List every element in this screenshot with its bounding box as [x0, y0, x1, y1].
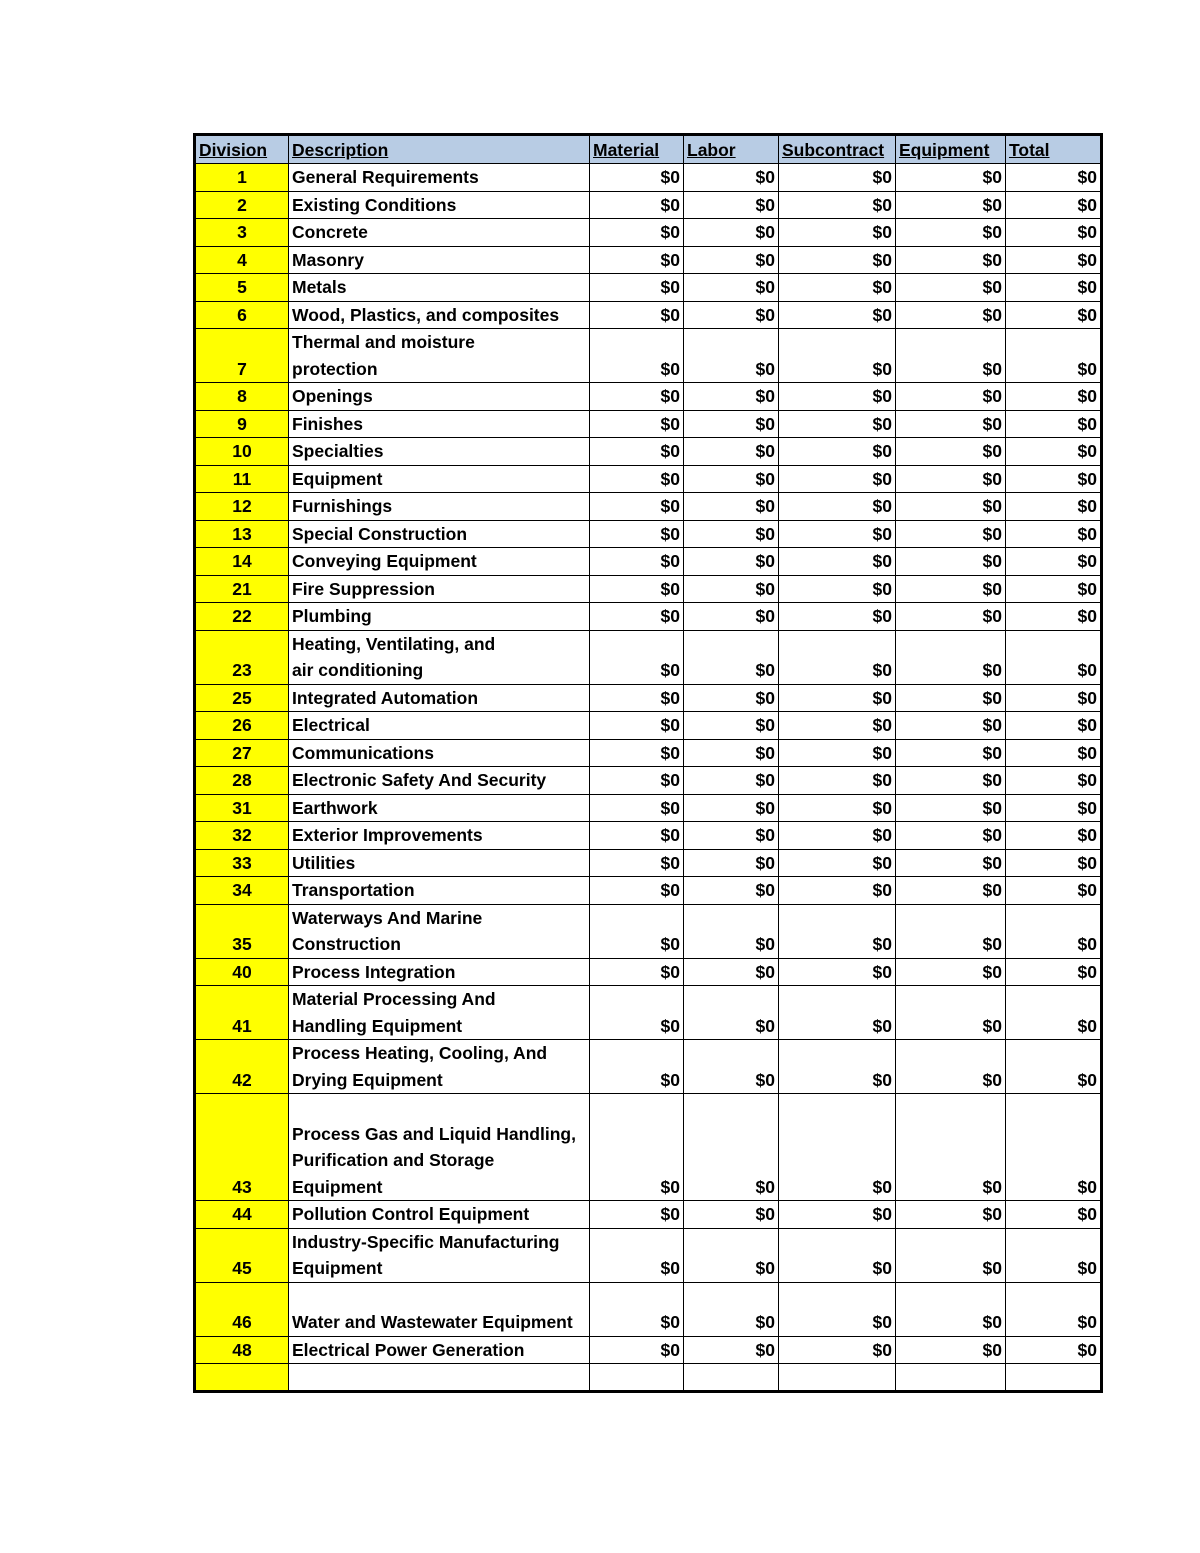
total-cell: $0 — [1006, 410, 1102, 438]
division-cell: 44 — [195, 1201, 289, 1229]
description-cell: Waterways And Marine Construction — [289, 904, 590, 958]
total-cell: $0 — [1006, 603, 1102, 631]
subcontract-cell: $0 — [779, 739, 896, 767]
subcontract-cell: $0 — [779, 712, 896, 740]
description-cell: Conveying Equipment — [289, 548, 590, 576]
labor-cell: $0 — [684, 329, 779, 383]
equipment-cell: $0 — [896, 191, 1006, 219]
division-cell: 31 — [195, 794, 289, 822]
division-cell: 4 — [195, 246, 289, 274]
description-cell: Masonry — [289, 246, 590, 274]
subcontract-cell: $0 — [779, 767, 896, 795]
division-cell: 27 — [195, 739, 289, 767]
equipment-cell: $0 — [896, 904, 1006, 958]
description-cell: Wood, Plastics, and composites — [289, 301, 590, 329]
subcontract-cell: $0 — [779, 274, 896, 302]
header-subcontract: Subcontract — [779, 135, 896, 164]
labor-cell: $0 — [684, 274, 779, 302]
labor-cell: $0 — [684, 958, 779, 986]
table-row — [195, 219, 1102, 247]
division-cell: 12 — [195, 493, 289, 521]
labor-cell: $0 — [684, 548, 779, 576]
subcontract-cell: $0 — [779, 1282, 896, 1336]
table-row — [195, 684, 1102, 712]
total-cell: $0 — [1006, 191, 1102, 219]
table-row — [195, 575, 1102, 603]
table-row — [195, 493, 1102, 521]
description-cell: Equipment — [289, 465, 590, 493]
total-cell: $0 — [1006, 465, 1102, 493]
total-cell: $0 — [1006, 383, 1102, 411]
subcontract-cell: $0 — [779, 301, 896, 329]
labor-cell: $0 — [684, 1094, 779, 1201]
table-row — [195, 794, 1102, 822]
subcontract-cell: $0 — [779, 191, 896, 219]
table-row — [195, 520, 1102, 548]
table-row — [195, 274, 1102, 302]
material-cell: $0 — [590, 164, 684, 192]
total-cell: $0 — [1006, 575, 1102, 603]
material-cell: $0 — [590, 465, 684, 493]
header-labor: Labor — [684, 135, 779, 164]
labor-cell: $0 — [684, 1282, 779, 1336]
division-cell: 28 — [195, 767, 289, 795]
subcontract-cell: $0 — [779, 1094, 896, 1201]
description-cell: Specialties — [289, 438, 590, 466]
equipment-cell: $0 — [896, 329, 1006, 383]
subcontract-cell: $0 — [779, 383, 896, 411]
division-cell: 35 — [195, 904, 289, 958]
header-description: Description — [289, 135, 590, 164]
division-cell: 8 — [195, 383, 289, 411]
subcontract-cell: $0 — [779, 986, 896, 1040]
division-cell: 21 — [195, 575, 289, 603]
labor-cell: $0 — [684, 794, 779, 822]
table-row — [195, 438, 1102, 466]
division-cell: 10 — [195, 438, 289, 466]
division-cell: 13 — [195, 520, 289, 548]
description-cell: Process Integration — [289, 958, 590, 986]
total-cell: $0 — [1006, 1228, 1102, 1282]
description-cell: Process Gas and Liquid Handling, Purification and Storage Equipment — [289, 1094, 590, 1201]
empty-cell — [896, 1364, 1006, 1392]
equipment-cell: $0 — [896, 849, 1006, 877]
total-cell: $0 — [1006, 849, 1102, 877]
description-cell: Integrated Automation — [289, 684, 590, 712]
description-cell: Existing Conditions — [289, 191, 590, 219]
labor-cell: $0 — [684, 465, 779, 493]
total-cell: $0 — [1006, 1336, 1102, 1364]
description-cell: Openings — [289, 383, 590, 411]
total-cell: $0 — [1006, 493, 1102, 521]
equipment-cell: $0 — [896, 986, 1006, 1040]
labor-cell: $0 — [684, 164, 779, 192]
subcontract-cell: $0 — [779, 684, 896, 712]
total-cell: $0 — [1006, 767, 1102, 795]
total-cell: $0 — [1006, 219, 1102, 247]
material-cell: $0 — [590, 1336, 684, 1364]
division-cell: 34 — [195, 877, 289, 905]
table-row — [195, 630, 1102, 684]
material-cell: $0 — [590, 849, 684, 877]
material-cell: $0 — [590, 958, 684, 986]
total-cell: $0 — [1006, 301, 1102, 329]
equipment-cell: $0 — [896, 246, 1006, 274]
table-row — [195, 849, 1102, 877]
description-cell: Pollution Control Equipment — [289, 1201, 590, 1229]
material-cell: $0 — [590, 493, 684, 521]
subcontract-cell: $0 — [779, 575, 896, 603]
division-cell: 41 — [195, 986, 289, 1040]
equipment-cell: $0 — [896, 794, 1006, 822]
material-cell: $0 — [590, 822, 684, 850]
division-cell: 43 — [195, 1094, 289, 1201]
equipment-cell: $0 — [896, 712, 1006, 740]
labor-cell: $0 — [684, 383, 779, 411]
empty-cell — [195, 1364, 289, 1392]
table-row — [195, 1040, 1102, 1094]
material-cell: $0 — [590, 739, 684, 767]
subcontract-cell: $0 — [779, 548, 896, 576]
subcontract-cell: $0 — [779, 794, 896, 822]
labor-cell: $0 — [684, 877, 779, 905]
labor-cell: $0 — [684, 246, 779, 274]
description-cell: Material Processing And Handling Equipment — [289, 986, 590, 1040]
total-cell: $0 — [1006, 246, 1102, 274]
table-row — [195, 548, 1102, 576]
table-row — [195, 767, 1102, 795]
description-cell: Process Heating, Cooling, And Drying Equipment — [289, 1040, 590, 1094]
equipment-cell: $0 — [896, 1336, 1006, 1364]
description-cell: Communications — [289, 739, 590, 767]
labor-cell: $0 — [684, 904, 779, 958]
subcontract-cell: $0 — [779, 219, 896, 247]
subcontract-cell: $0 — [779, 822, 896, 850]
subcontract-cell: $0 — [779, 329, 896, 383]
description-cell: Plumbing — [289, 603, 590, 631]
total-cell: $0 — [1006, 548, 1102, 576]
division-cell: 1 — [195, 164, 289, 192]
subcontract-cell: $0 — [779, 465, 896, 493]
description-cell: Concrete — [289, 219, 590, 247]
table-row — [195, 164, 1102, 192]
equipment-cell: $0 — [896, 603, 1006, 631]
cost-estimate-table — [193, 133, 1103, 1393]
total-cell: $0 — [1006, 904, 1102, 958]
labor-cell: $0 — [684, 191, 779, 219]
empty-cell — [1006, 1364, 1102, 1392]
description-cell: Special Construction — [289, 520, 590, 548]
equipment-cell: $0 — [896, 301, 1006, 329]
table-row — [195, 712, 1102, 740]
equipment-cell: $0 — [896, 575, 1006, 603]
total-cell: $0 — [1006, 1282, 1102, 1336]
total-cell: $0 — [1006, 164, 1102, 192]
labor-cell: $0 — [684, 219, 779, 247]
header-equipment: Equipment — [896, 135, 1006, 164]
total-cell: $0 — [1006, 986, 1102, 1040]
material-cell: $0 — [590, 246, 684, 274]
total-cell: $0 — [1006, 1040, 1102, 1094]
table-row — [195, 958, 1102, 986]
material-cell: $0 — [590, 712, 684, 740]
equipment-cell: $0 — [896, 1040, 1006, 1094]
material-cell: $0 — [590, 1282, 684, 1336]
division-cell: 42 — [195, 1040, 289, 1094]
material-cell: $0 — [590, 301, 684, 329]
division-cell: 25 — [195, 684, 289, 712]
table-row — [195, 383, 1102, 411]
table-row — [195, 329, 1102, 383]
total-cell: $0 — [1006, 438, 1102, 466]
header-total: Total — [1006, 135, 1102, 164]
subcontract-cell: $0 — [779, 630, 896, 684]
description-cell: Water and Wastewater Equipment — [289, 1282, 590, 1336]
equipment-cell: $0 — [896, 465, 1006, 493]
equipment-cell: $0 — [896, 164, 1006, 192]
material-cell: $0 — [590, 274, 684, 302]
labor-cell: $0 — [684, 712, 779, 740]
total-cell: $0 — [1006, 739, 1102, 767]
description-cell: Exterior Improvements — [289, 822, 590, 850]
division-cell: 40 — [195, 958, 289, 986]
material-cell: $0 — [590, 1228, 684, 1282]
equipment-cell: $0 — [896, 822, 1006, 850]
division-cell: 33 — [195, 849, 289, 877]
total-cell: $0 — [1006, 1201, 1102, 1229]
table-row — [195, 301, 1102, 329]
equipment-cell: $0 — [896, 493, 1006, 521]
equipment-cell: $0 — [896, 1282, 1006, 1336]
labor-cell: $0 — [684, 603, 779, 631]
subcontract-cell: $0 — [779, 603, 896, 631]
material-cell: $0 — [590, 630, 684, 684]
equipment-cell: $0 — [896, 438, 1006, 466]
subcontract-cell: $0 — [779, 438, 896, 466]
description-cell: Electrical Power Generation — [289, 1336, 590, 1364]
labor-cell: $0 — [684, 986, 779, 1040]
table-row — [195, 1201, 1102, 1229]
total-cell: $0 — [1006, 822, 1102, 850]
equipment-cell: $0 — [896, 219, 1006, 247]
equipment-cell: $0 — [896, 877, 1006, 905]
table-row — [195, 1282, 1102, 1336]
equipment-cell: $0 — [896, 1201, 1006, 1229]
empty-cell — [684, 1364, 779, 1392]
material-cell: $0 — [590, 548, 684, 576]
equipment-cell: $0 — [896, 958, 1006, 986]
labor-cell: $0 — [684, 1228, 779, 1282]
material-cell: $0 — [590, 603, 684, 631]
table-row — [195, 877, 1102, 905]
table-row — [195, 191, 1102, 219]
empty-cell — [779, 1364, 896, 1392]
labor-cell: $0 — [684, 822, 779, 850]
material-cell: $0 — [590, 1040, 684, 1094]
subcontract-cell: $0 — [779, 1336, 896, 1364]
table-row — [195, 465, 1102, 493]
empty-cell — [289, 1364, 590, 1392]
equipment-cell: $0 — [896, 684, 1006, 712]
table-row — [195, 822, 1102, 850]
table-row — [195, 246, 1102, 274]
total-cell: $0 — [1006, 684, 1102, 712]
division-cell: 6 — [195, 301, 289, 329]
subcontract-cell: $0 — [779, 520, 896, 548]
table-row — [195, 1228, 1102, 1282]
material-cell: $0 — [590, 684, 684, 712]
equipment-cell: $0 — [896, 520, 1006, 548]
material-cell: $0 — [590, 520, 684, 548]
material-cell: $0 — [590, 904, 684, 958]
material-cell: $0 — [590, 986, 684, 1040]
material-cell: $0 — [590, 767, 684, 795]
total-cell: $0 — [1006, 1094, 1102, 1201]
subcontract-cell: $0 — [779, 1040, 896, 1094]
table-row — [195, 410, 1102, 438]
material-cell: $0 — [590, 329, 684, 383]
division-cell: 5 — [195, 274, 289, 302]
total-cell: $0 — [1006, 877, 1102, 905]
division-cell: 11 — [195, 465, 289, 493]
description-cell: Metals — [289, 274, 590, 302]
subcontract-cell: $0 — [779, 877, 896, 905]
subcontract-cell: $0 — [779, 493, 896, 521]
total-cell: $0 — [1006, 520, 1102, 548]
empty-cell — [590, 1364, 684, 1392]
description-cell: Electrical — [289, 712, 590, 740]
table-body — [195, 164, 1102, 1392]
table-row — [195, 1094, 1102, 1201]
labor-cell: $0 — [684, 630, 779, 684]
labor-cell: $0 — [684, 301, 779, 329]
equipment-cell: $0 — [896, 1094, 1006, 1201]
labor-cell: $0 — [684, 575, 779, 603]
material-cell: $0 — [590, 794, 684, 822]
division-cell: 14 — [195, 548, 289, 576]
description-cell: Utilities — [289, 849, 590, 877]
material-cell: $0 — [590, 1094, 684, 1201]
equipment-cell: $0 — [896, 630, 1006, 684]
material-cell: $0 — [590, 877, 684, 905]
description-cell: Furnishings — [289, 493, 590, 521]
equipment-cell: $0 — [896, 1228, 1006, 1282]
labor-cell: $0 — [684, 493, 779, 521]
subcontract-cell: $0 — [779, 164, 896, 192]
material-cell: $0 — [590, 410, 684, 438]
empty-row — [195, 1364, 1102, 1392]
table-row — [195, 986, 1102, 1040]
material-cell: $0 — [590, 438, 684, 466]
division-cell: 45 — [195, 1228, 289, 1282]
division-cell: 9 — [195, 410, 289, 438]
total-cell: $0 — [1006, 958, 1102, 986]
material-cell: $0 — [590, 219, 684, 247]
division-cell: 46 — [195, 1282, 289, 1336]
labor-cell: $0 — [684, 1336, 779, 1364]
equipment-cell: $0 — [896, 739, 1006, 767]
division-cell: 32 — [195, 822, 289, 850]
equipment-cell: $0 — [896, 548, 1006, 576]
labor-cell: $0 — [684, 684, 779, 712]
description-cell: Thermal and moisture protection — [289, 329, 590, 383]
labor-cell: $0 — [684, 767, 779, 795]
total-cell: $0 — [1006, 712, 1102, 740]
description-cell: Earthwork — [289, 794, 590, 822]
equipment-cell: $0 — [896, 274, 1006, 302]
description-cell: Finishes — [289, 410, 590, 438]
division-cell: 7 — [195, 329, 289, 383]
division-cell: 3 — [195, 219, 289, 247]
division-cell: 22 — [195, 603, 289, 631]
description-cell: General Requirements — [289, 164, 590, 192]
total-cell: $0 — [1006, 274, 1102, 302]
description-cell: Electronic Safety And Security — [289, 767, 590, 795]
subcontract-cell: $0 — [779, 1228, 896, 1282]
subcontract-cell: $0 — [779, 1201, 896, 1229]
subcontract-cell: $0 — [779, 410, 896, 438]
table-row — [195, 904, 1102, 958]
equipment-cell: $0 — [896, 767, 1006, 795]
material-cell: $0 — [590, 191, 684, 219]
subcontract-cell: $0 — [779, 958, 896, 986]
labor-cell: $0 — [684, 1040, 779, 1094]
subcontract-cell: $0 — [779, 904, 896, 958]
labor-cell: $0 — [684, 1201, 779, 1229]
labor-cell: $0 — [684, 520, 779, 548]
total-cell: $0 — [1006, 329, 1102, 383]
total-cell: $0 — [1006, 630, 1102, 684]
material-cell: $0 — [590, 1201, 684, 1229]
division-cell: 23 — [195, 630, 289, 684]
material-cell: $0 — [590, 383, 684, 411]
labor-cell: $0 — [684, 739, 779, 767]
header-division: Division — [195, 135, 289, 164]
description-cell: Industry-Specific Manufacturing Equipment — [289, 1228, 590, 1282]
header-row — [195, 135, 1102, 164]
subcontract-cell: $0 — [779, 849, 896, 877]
description-cell: Transportation — [289, 877, 590, 905]
description-cell: Fire Suppression — [289, 575, 590, 603]
division-cell: 26 — [195, 712, 289, 740]
subcontract-cell: $0 — [779, 246, 896, 274]
labor-cell: $0 — [684, 438, 779, 466]
division-cell: 48 — [195, 1336, 289, 1364]
table-row — [195, 603, 1102, 631]
labor-cell: $0 — [684, 410, 779, 438]
equipment-cell: $0 — [896, 410, 1006, 438]
equipment-cell: $0 — [896, 383, 1006, 411]
total-cell: $0 — [1006, 794, 1102, 822]
table-row — [195, 739, 1102, 767]
table-row — [195, 1336, 1102, 1364]
division-cell: 2 — [195, 191, 289, 219]
material-cell: $0 — [590, 575, 684, 603]
description-cell: Heating, Ventilating, and air conditioning — [289, 630, 590, 684]
header-material: Material — [590, 135, 684, 164]
labor-cell: $0 — [684, 849, 779, 877]
